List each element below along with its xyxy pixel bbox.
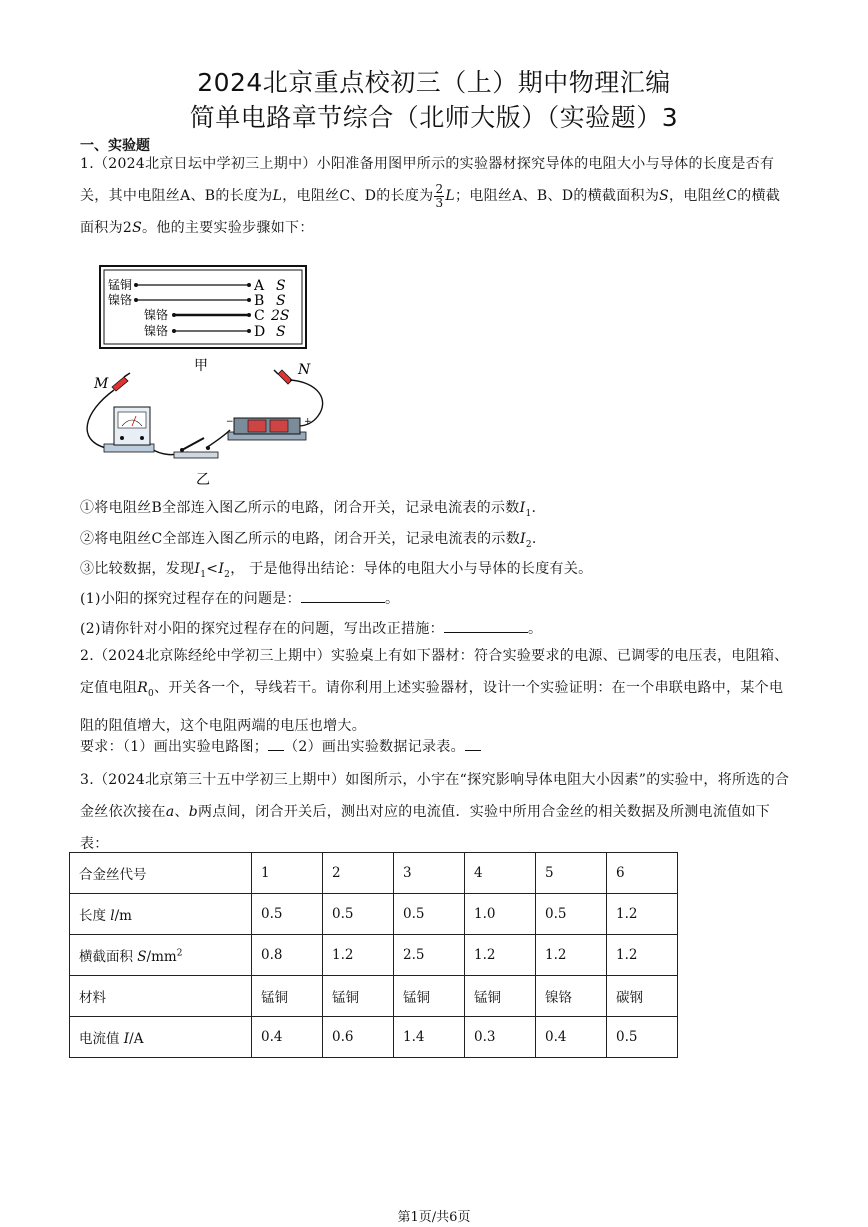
table-cell: 1 [252,853,323,894]
svg-text:锰铜: 锰铜 [108,278,133,292]
question-1-stem: 1.（2024北京日坛中学初三上期中）小阳准备用图甲所示的实验器材探究导体的电阻大小与导体的长度是否有关，其中电阻丝A、B的长度为L，电阻丝C、D的长度为 $\frac{2}{3}$ L；电阻丝A、B、D的横截面积为S，电阻丝C的横截面积为2S。他的主要实验步骤如下： [80,156,781,236]
answer-blank[interactable] [465,738,481,751]
svg-text:A: A [254,278,265,294]
table-cell: 0.5 [323,894,394,935]
page-footer: 第1页/共6页 [397,1210,471,1225]
ammeter-icon [104,407,154,452]
row-header-current: 电流值 I/A [70,1017,252,1058]
table-cell: 0.4 [536,1017,607,1058]
row-header-material: 材料 [70,976,252,1017]
table-cell: 0.3 [465,1017,536,1058]
fraction-two-thirds: $\frac{2}{3}$ [435,181,444,210]
table-cell: 1.2 [607,894,678,935]
svg-text:2S: 2S [271,308,290,324]
figure-label-yi: 乙 [196,472,210,488]
answer-blank[interactable] [444,620,528,633]
row-header-area: 横截面积 $S/mm^2$ [70,935,252,976]
table-cell: 1.2 [465,935,536,976]
q1-subquestion-2: (2)请你针对小阳的探究过程存在的问题，写出改正措施： 。 [80,621,543,637]
table-cell: 4 [465,853,536,894]
table-cell: 镍铬 [536,976,607,1017]
answer-blank[interactable] [301,590,385,603]
table-row [70,894,678,935]
question-3-stem: 3.（2024北京第三十五中学初三上期中）如图所示，小宇在“探究影响导体电阻大小因素”的实验中，将所选的合金丝依次接在a、b两点间，闭合开关后，测出对应的电流值．实验中所用合金丝的相关数据及所测电流值如下表： [80,772,790,852]
table-cell: 2 [323,853,394,894]
alloy-wire-data-table [69,852,678,1058]
battery-box-icon [226,417,312,440]
table-cell: 0.5 [394,894,465,935]
question-2-stem: 2.（2024北京陈经纶中学初三上期中）实验桌上有如下器材：符合实验要求的电源、已调零的电压表，电阻箱、定值电阻$R_0$、开关各一个，导线若干。请你利用上述实验器材，设计一个实验证明：在一个串联电路中，某个电阻的阻值增大，这个电阻两端的电压也增大。 [80,648,789,734]
table-cell: 3 [394,853,465,894]
table-cell: 2.5 [394,935,465,976]
table-cell: 锰铜 [323,976,394,1017]
table-cell: 0.5 [252,894,323,935]
table-cell: 1.2 [607,935,678,976]
q1-step-2: ②将电阻丝C全部连入图乙所示的电路，闭合开关，记录电流表的示数$I_2$. [80,531,537,550]
table-cell: 1.2 [323,935,394,976]
svg-text:−: − [226,417,234,427]
wire-row-a [108,277,286,294]
row-header-length: 长度 l/m [70,894,252,935]
svg-text:S: S [276,293,286,309]
row-header-code: 合金丝代号 [70,853,252,894]
experiment-figure [78,262,338,488]
circuit-apparatus [87,362,323,458]
svg-text:镍铬: 镍铬 [108,293,133,307]
svg-text:+: + [304,417,312,427]
alligator-clip-n-icon [274,370,292,384]
wire-row-d [144,323,286,340]
table-cell: 0.5 [607,1017,678,1058]
svg-text:镍铬: 镍铬 [144,308,169,322]
table-cell: 0.6 [323,1017,394,1058]
table-cell: 锰铜 [394,976,465,1017]
table-cell: 0.4 [252,1017,323,1058]
page-title-line-1: 2024北京重点校初三（上）期中物理汇编 [197,68,671,97]
figure-label-jia: 甲 [194,358,208,374]
table-cell: 6 [607,853,678,894]
q1-subquestion-1: (1)小阳的探究过程存在的问题是： 。 [80,591,400,607]
table-cell: 1.4 [394,1017,465,1058]
wire-row-c [144,307,290,324]
table-cell: 5 [536,853,607,894]
q1-step-3: ③比较数据，发现$I_1<I_2$， 于是他得出结论：导体的电阻大小与导体的长度有关。 [80,561,593,580]
wire-row-b [108,292,286,309]
switch-icon [174,438,218,458]
table-row [70,853,678,894]
alligator-clip-m-icon [112,373,130,391]
table-row [70,935,678,976]
table-cell: 1.0 [465,894,536,935]
answer-blank[interactable] [268,738,284,751]
clip-label-n: N [298,362,311,378]
table-cell: 碳钢 [607,976,678,1017]
svg-text:S: S [276,324,286,340]
table-row [70,1017,678,1058]
svg-text:镍铬: 镍铬 [144,324,169,338]
resistance-wire-board [100,266,306,348]
svg-text:D: D [254,324,266,340]
table-cell: 锰铜 [465,976,536,1017]
q1-step-1: ①将电阻丝B全部连入图乙所示的电路，闭合开关，记录电流表的示数$I_1$. [80,500,537,519]
section-heading: 一、实验题 [80,138,150,154]
svg-text:B: B [254,293,265,309]
table-row [70,976,678,1017]
table-cell: 0.8 [252,935,323,976]
table-cell: 0.5 [536,894,607,935]
svg-text:C: C [254,308,265,324]
table-cell: 锰铜 [252,976,323,1017]
q2-requirements: 要求：（1）画出实验电路图； （2）画出实验数据记录表。 [80,736,481,756]
clip-label-m: M [94,376,109,392]
page-title-line-2: 简单电路章节综合（北师大版）（实验题）3 [189,103,679,132]
table-cell: 1.2 [536,935,607,976]
svg-text:S: S [276,278,286,294]
